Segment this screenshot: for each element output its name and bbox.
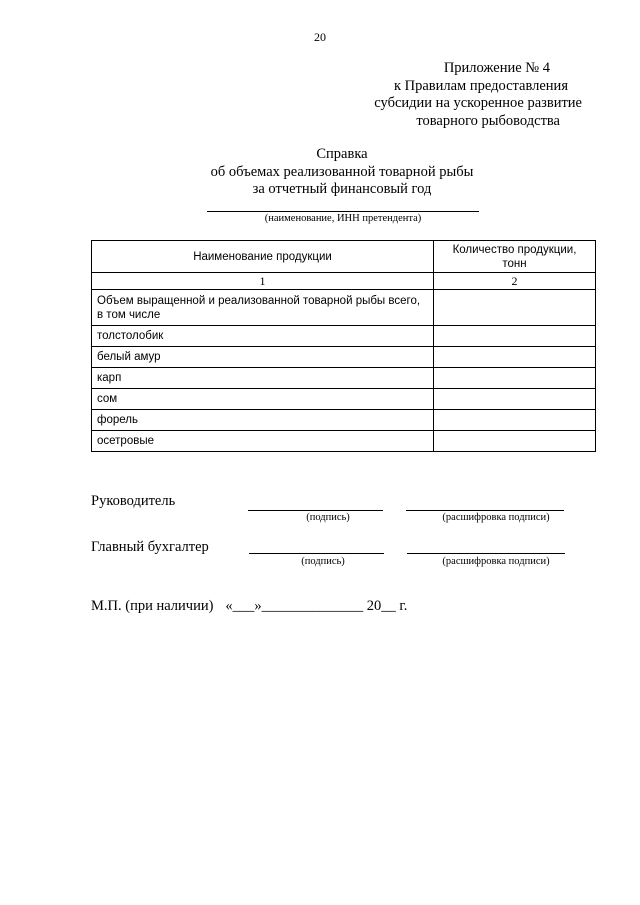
table-row <box>92 347 596 368</box>
applicant-name-field[interactable] <box>207 211 479 212</box>
row-quantity-cell[interactable] <box>434 368 596 389</box>
stamp-label: М.П. (при наличии) <box>91 598 214 614</box>
accountant-label: Главный бухгалтер <box>91 539 209 555</box>
appendix-line-2: к Правилам предоставления <box>393 77 568 94</box>
row-quantity-cell[interactable] <box>434 290 596 326</box>
director-label: Руководитель <box>91 493 176 509</box>
column-number-2: 2 <box>434 273 596 290</box>
accountant-signature-caption: (подпись) <box>301 556 345 567</box>
column-number-row <box>92 273 596 290</box>
director-signature-line[interactable] <box>248 510 383 511</box>
stamp-and-date <box>91 598 407 615</box>
table-header-row <box>92 241 596 273</box>
director-decoding-caption: (расшифровка подписи) <box>442 512 550 523</box>
header-quantity: Количество продукции, тонн <box>434 241 596 273</box>
fish-volume-table <box>91 240 596 452</box>
director-signature-caption: (подпись) <box>306 512 350 523</box>
column-number-1: 1 <box>92 273 434 290</box>
header-product-name: Наименование продукции <box>92 241 434 273</box>
title-line-1: Справка <box>316 146 368 162</box>
title-line-3: за отчетный финансовый год <box>252 181 432 197</box>
table-row <box>92 431 596 452</box>
row-product-name: толстолобик <box>92 326 434 347</box>
table-row <box>92 326 596 347</box>
row-quantity-cell[interactable] <box>434 410 596 431</box>
row-product-name: карп <box>92 368 434 389</box>
accountant-decoding-caption: (расшифровка подписи) <box>442 556 550 567</box>
row-product-name: форель <box>92 410 434 431</box>
director-decoding-line[interactable] <box>406 510 564 511</box>
row-quantity-cell[interactable] <box>434 347 596 368</box>
accountant-decoding-line[interactable] <box>407 553 565 554</box>
appendix-line-3: субсидии на ускоренное развитие <box>374 95 582 111</box>
row-quantity-cell[interactable] <box>434 389 596 410</box>
table-row <box>92 290 596 326</box>
table-row <box>92 410 596 431</box>
row-quantity-cell[interactable] <box>434 326 596 347</box>
row-product-name: Объем выращенной и реализованной товарной рыбы всего, в том числе <box>92 290 434 326</box>
row-quantity-cell[interactable] <box>434 431 596 452</box>
appendix-header <box>330 60 620 130</box>
accountant-signature-line[interactable] <box>249 553 384 554</box>
table-row <box>92 389 596 410</box>
title-line-2: об объемах реализованной товарной рыбы <box>210 163 474 180</box>
row-product-name: осетровые <box>92 431 434 452</box>
appendix-line-1: Приложение № 4 <box>443 60 550 76</box>
row-product-name: сом <box>92 389 434 410</box>
applicant-caption: (наименование, ИНН претендента) <box>264 213 422 224</box>
row-product-name: белый амур <box>92 347 434 368</box>
page-number: 20 <box>314 30 326 44</box>
document-title <box>0 146 640 199</box>
appendix-line-4: товарного рыбоводства <box>416 112 560 129</box>
table-row <box>92 368 596 389</box>
date-field[interactable]: «___»______________ 20__ г. <box>225 598 408 614</box>
